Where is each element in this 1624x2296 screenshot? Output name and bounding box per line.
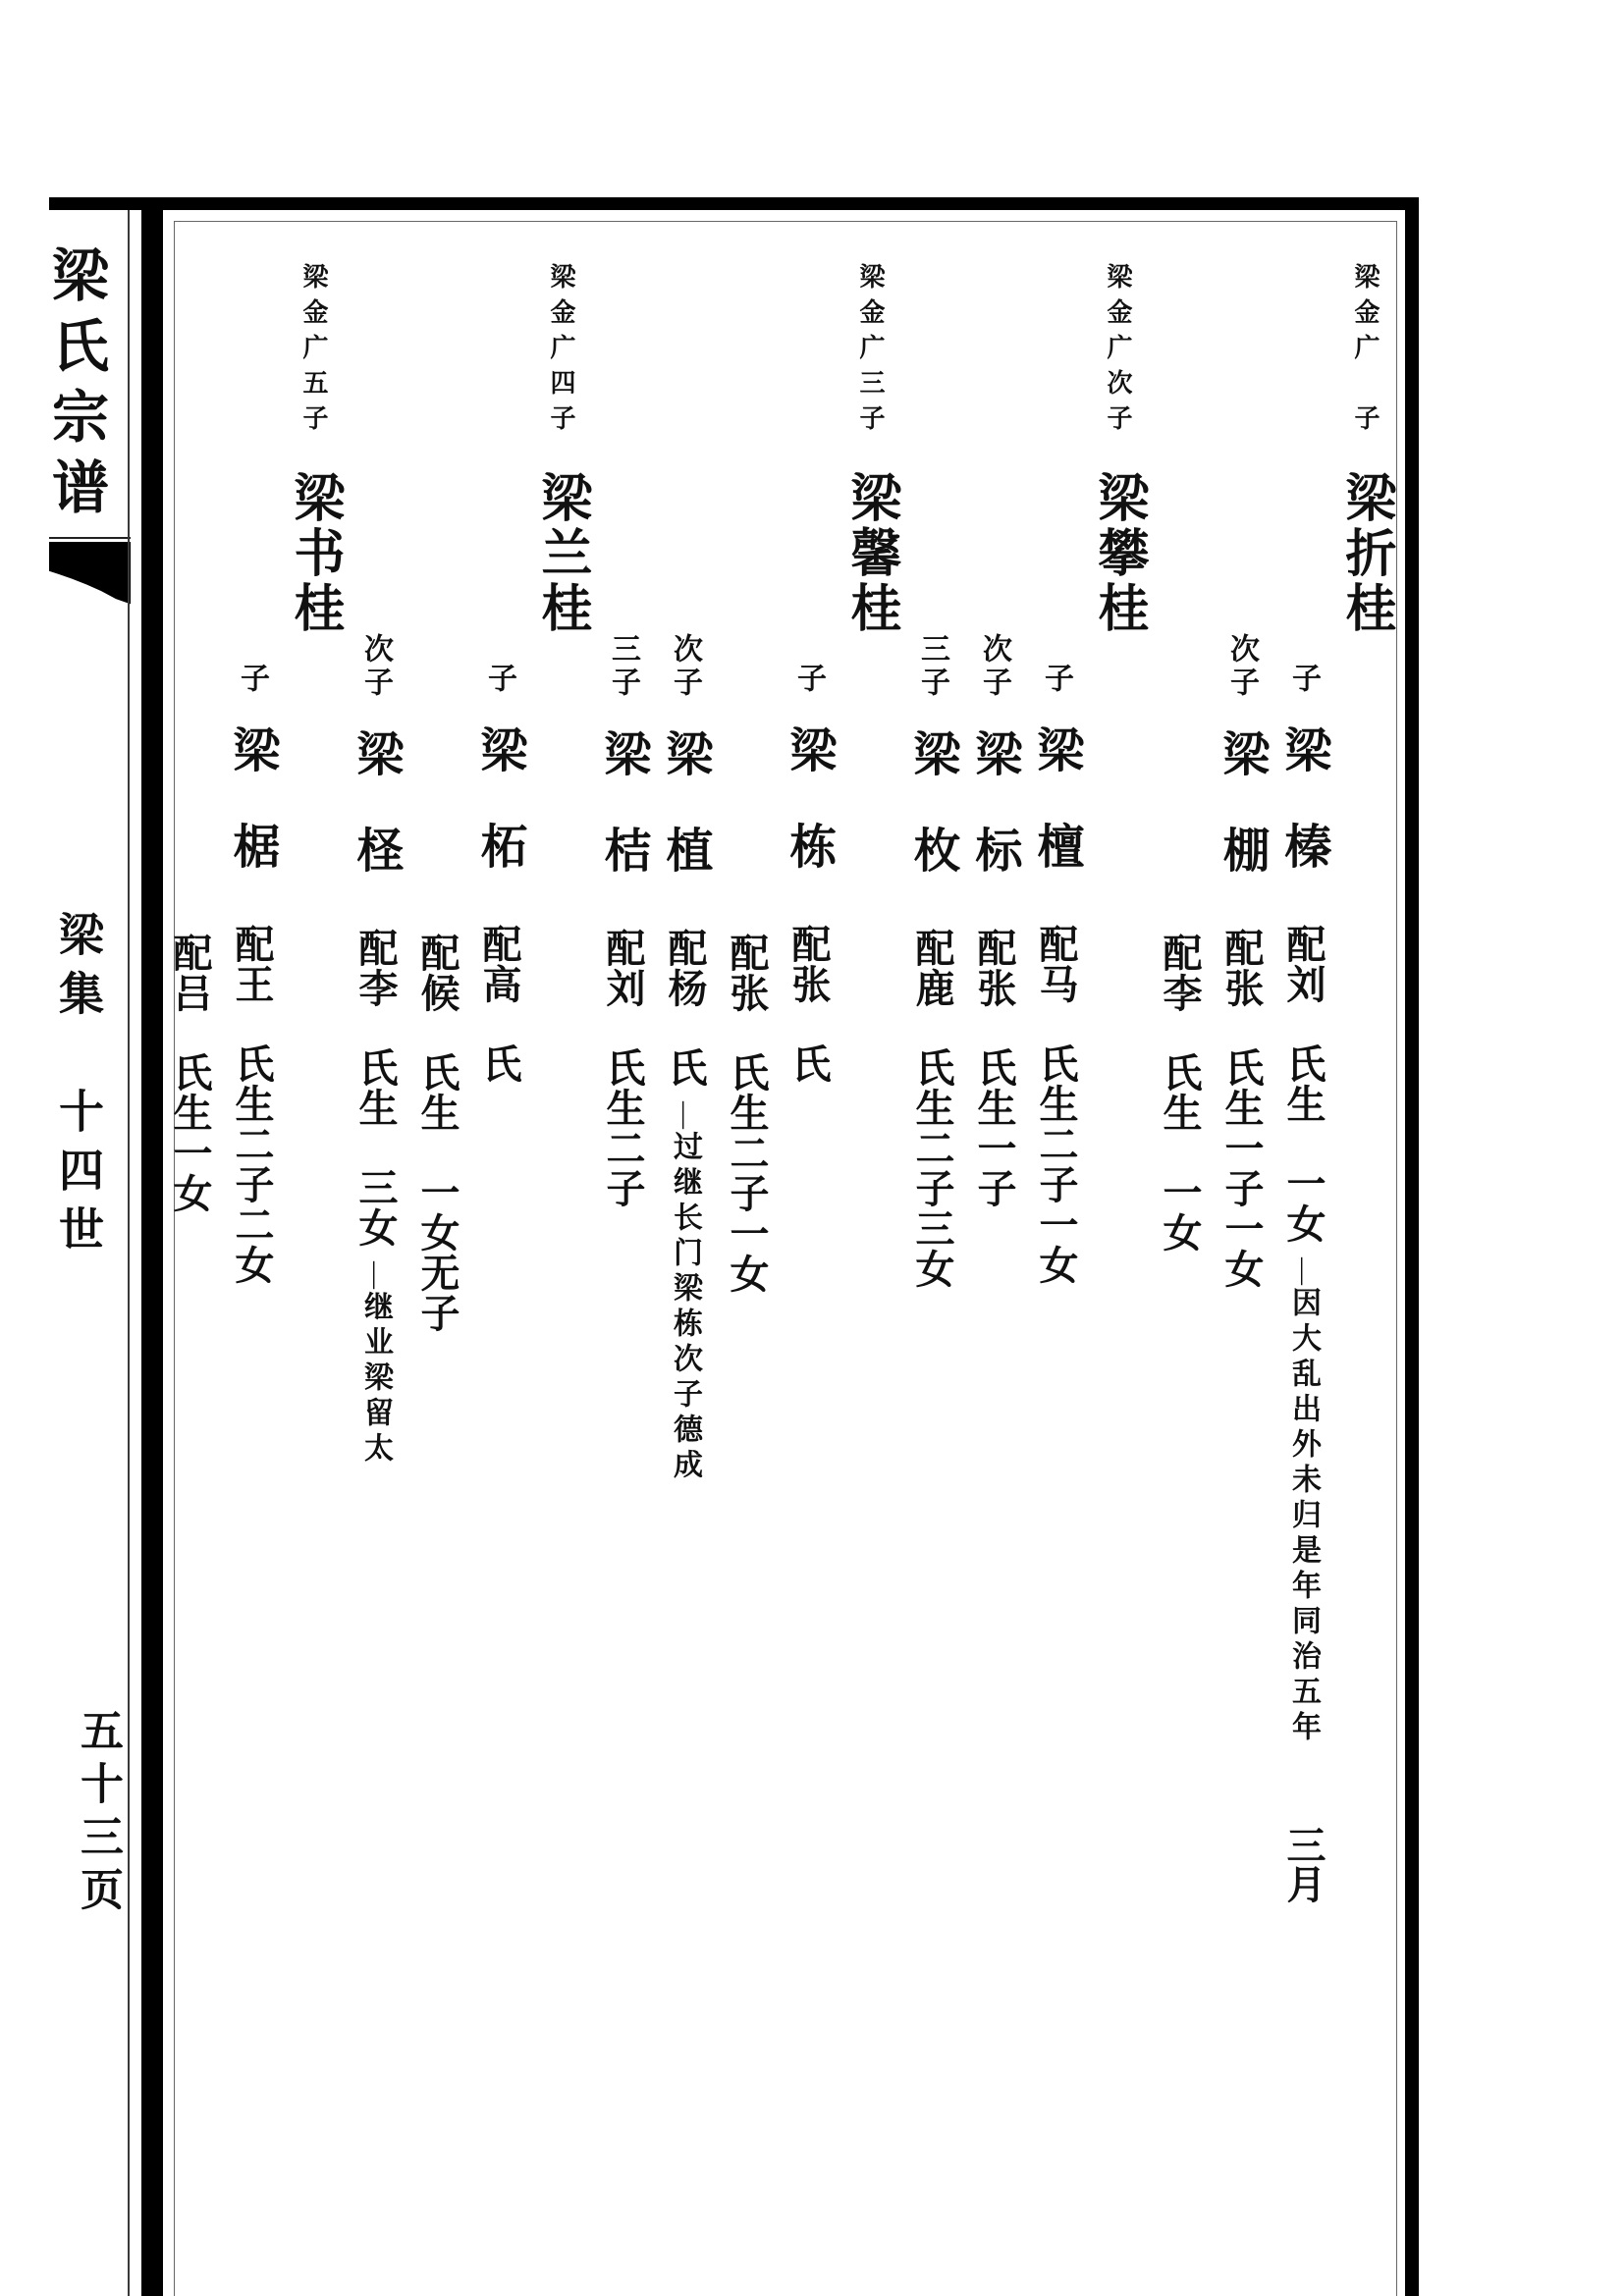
spouse-text: 配张 <box>1219 928 1264 1008</box>
child-name-given: 柽 <box>350 826 402 873</box>
spouse-text: 配王 <box>230 924 274 1004</box>
spouse-text: 配刘 <box>1281 924 1326 1004</box>
spouse-text: 氏 <box>786 1043 831 1084</box>
child-order-label: 子 <box>236 663 268 696</box>
spouse-text: 氏生 <box>353 1047 398 1128</box>
inner-border-right <box>1396 221 1397 2296</box>
child-name-given: 植 <box>659 826 711 873</box>
sidebar-separator-line <box>128 197 130 2296</box>
spouse-text: 配高 <box>477 924 521 1004</box>
spouse-text: 三女 <box>353 1167 398 1248</box>
spouse-text: 配候 <box>415 933 460 1013</box>
spouse-text: 配鹿 <box>910 928 954 1008</box>
spouse-text: 氏生 <box>1281 1043 1326 1124</box>
spouse-text: 配杨 <box>663 928 707 1008</box>
parent-name: 梁攀桂 <box>1090 471 1146 636</box>
spouse-text: 氏生 <box>415 1052 460 1133</box>
note-connector: — <box>670 1101 700 1129</box>
child-order-label: 三子 <box>916 633 948 700</box>
lineage-ref: 梁金广 <box>1104 263 1132 369</box>
spouse-text: 氏生二子一女 <box>725 1052 769 1294</box>
child-order-label: 子 <box>1287 663 1320 696</box>
lineage-rel: 五子 <box>299 369 328 440</box>
lineage-rel: 次子 <box>1104 369 1132 440</box>
child-column <box>1211 226 1272 2296</box>
child-order-label: 次子 <box>359 633 392 700</box>
parent-name: 梁书桂 <box>286 471 342 636</box>
page-number: 五十三页 <box>74 1708 122 1920</box>
child-order-label: 子 <box>792 663 825 696</box>
child-name-given: 枚 <box>906 826 958 873</box>
sidebar-tab-wedge <box>49 542 131 607</box>
spouse-text: 配张 <box>972 928 1016 1008</box>
child-name-given: 檀 <box>1030 822 1082 869</box>
spouse-text: 氏 <box>477 1043 521 1084</box>
spouse-text: 氏生一女 <box>168 1052 212 1213</box>
spouse-text: 一女无子 <box>415 1172 460 1333</box>
spouse-text: 氏生 <box>1158 1052 1202 1133</box>
child-name-given: 榛 <box>1277 822 1329 869</box>
child-name-given: 标 <box>968 826 1020 873</box>
child-name-surname: 梁 <box>1030 725 1082 773</box>
spouse-text: 一女 <box>1281 1163 1326 1244</box>
annotation: 过继长门梁栋次子德成 <box>669 1131 701 1484</box>
parent-column <box>283 226 345 2296</box>
spouse-text: 配刘 <box>601 928 645 1008</box>
spouse-text: 配李 <box>353 928 398 1008</box>
page-frame-top <box>49 197 1419 210</box>
child-column <box>901 226 963 2296</box>
genealogy-columns <box>155 226 1396 2296</box>
sidebar-divider <box>49 537 131 539</box>
lineage-ref: 梁金广 <box>299 263 328 369</box>
parent-name: 梁馨桂 <box>842 471 898 636</box>
annotation: 继业梁留太 <box>359 1291 392 1468</box>
note-connector: — <box>1288 1257 1319 1285</box>
parent-column <box>530 226 592 2296</box>
lineage-rel: 四子 <box>547 369 575 440</box>
child-column <box>468 226 530 2296</box>
parent-name: 梁兰桂 <box>533 471 589 636</box>
child-column <box>963 226 1025 2296</box>
spouse-column <box>716 226 778 2296</box>
child-column <box>778 226 839 2296</box>
child-column <box>654 226 716 2296</box>
child-name-given: 椐 <box>226 822 278 869</box>
parent-column <box>1087 226 1149 2296</box>
child-order-label: 次子 <box>978 633 1010 700</box>
spouse-text: 氏生二子 <box>601 1047 645 1208</box>
child-order-label: 次子 <box>1225 633 1258 700</box>
child-order-label: 子 <box>1040 663 1072 696</box>
spouse-text: 氏生一子 <box>972 1047 1016 1208</box>
child-name-surname: 梁 <box>226 725 278 773</box>
spouse-text: 氏生二子三女 <box>910 1047 954 1289</box>
child-name-surname: 梁 <box>968 729 1020 776</box>
spouse-text: 氏生二子二女 <box>230 1043 274 1285</box>
child-name-given: 柘 <box>473 822 525 869</box>
parent-name: 梁折桂 <box>1337 471 1393 636</box>
parent-column <box>1334 226 1396 2296</box>
lineage-ref: 梁金广 <box>856 263 885 369</box>
child-column <box>1272 226 1334 2296</box>
annotation-date: 三月 <box>1281 1825 1326 1903</box>
child-column <box>1025 226 1087 2296</box>
parent-column <box>839 226 901 2296</box>
child-order-label: 子 <box>483 663 515 696</box>
spouse-text: 配李 <box>1158 933 1202 1013</box>
child-order-label: 三子 <box>607 633 639 700</box>
lineage-rel: 子 <box>1351 404 1380 440</box>
annotation: 因大乱出外未归是年同治五年 <box>1287 1287 1320 1746</box>
book-title: 梁氏宗谱 <box>43 245 107 528</box>
spouse-text: 氏生一子一女 <box>1219 1047 1264 1289</box>
lineage-ref: 梁金广 <box>547 263 575 369</box>
note-connector: — <box>360 1261 391 1289</box>
spouse-text: 氏 <box>663 1047 707 1088</box>
spouse-text: 配张 <box>786 924 831 1004</box>
page-frame-right <box>1405 197 1419 2296</box>
child-name-given: 桔 <box>597 826 649 873</box>
spouse-column <box>1149 226 1211 2296</box>
spouse-text: 配张 <box>725 933 769 1013</box>
inner-border-top <box>174 221 1397 222</box>
spouse-column <box>159 226 221 2296</box>
spouse-text: 配吕 <box>168 933 212 1013</box>
child-name-surname: 梁 <box>473 725 525 773</box>
lineage-ref: 梁金广 <box>1351 263 1380 369</box>
child-name-surname: 梁 <box>350 729 402 776</box>
child-name-surname: 梁 <box>597 729 649 776</box>
spouse-text: 氏生二子一女 <box>1034 1043 1078 1285</box>
spouse-text: 一女 <box>1158 1172 1202 1253</box>
child-name-surname: 梁 <box>659 729 711 776</box>
child-name-surname: 梁 <box>1277 725 1329 773</box>
spouse-column <box>406 226 468 2296</box>
child-name-given: 棚 <box>1216 826 1268 873</box>
child-name-surname: 梁 <box>906 729 958 776</box>
child-name-surname: 梁 <box>783 725 835 773</box>
child-name-surname: 梁 <box>1216 729 1268 776</box>
lineage-rel: 三子 <box>856 369 885 440</box>
spouse-text: 配马 <box>1034 924 1078 1004</box>
child-column <box>221 226 283 2296</box>
child-order-label: 次子 <box>669 633 701 700</box>
child-name-given: 栋 <box>783 822 835 869</box>
child-column <box>345 226 406 2296</box>
child-column <box>592 226 654 2296</box>
section-label: 梁集 十四世 <box>53 911 103 1264</box>
